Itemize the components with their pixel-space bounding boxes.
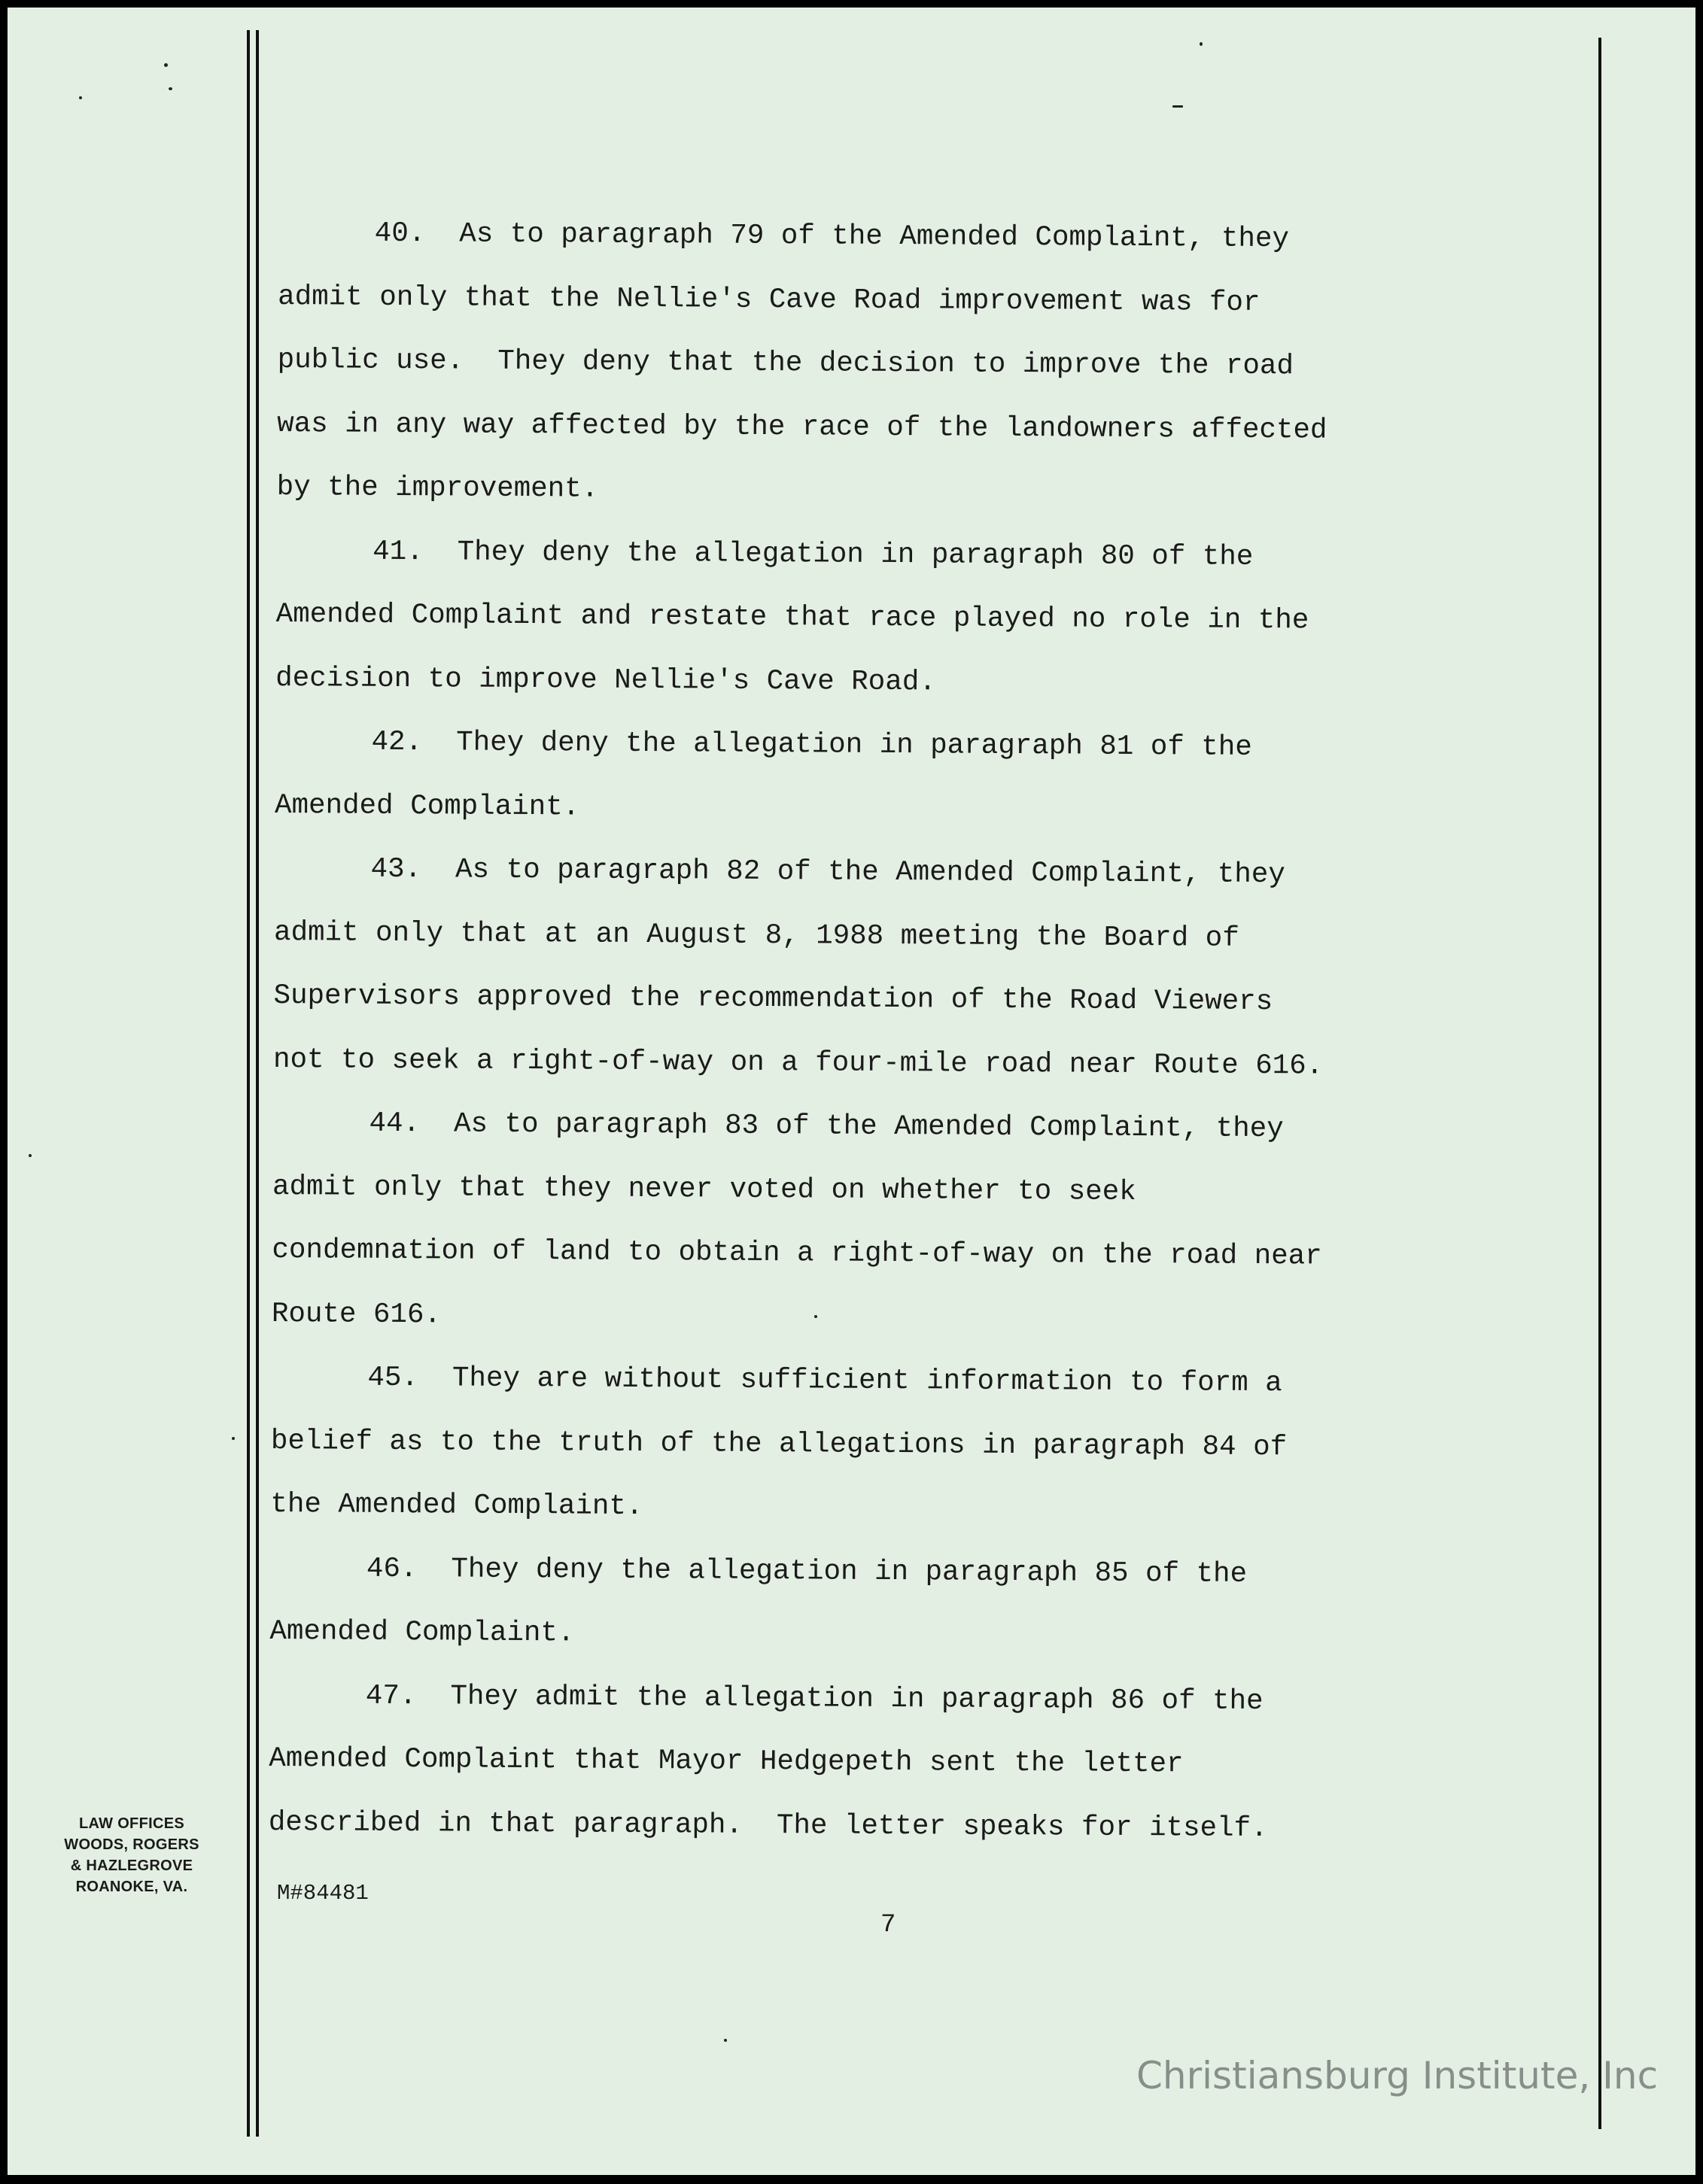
numbered-paragraph xyxy=(276,202,1528,527)
paragraph-first-line xyxy=(275,710,1524,782)
paragraph-number: 43. xyxy=(370,853,422,886)
paragraph-line-text: admit only that the Nellie's Cave Road improvement was for xyxy=(278,281,1261,319)
paragraph-number: 41. xyxy=(373,536,424,568)
paragraph-first-line xyxy=(276,519,1525,591)
paragraph-number: 40. xyxy=(374,217,426,251)
paragraph-first-line xyxy=(271,1346,1520,1417)
paragraph-first-line xyxy=(272,1092,1522,1163)
scan-speck xyxy=(79,96,82,99)
paragraph-line-text: the Amended Complaint. xyxy=(270,1488,643,1523)
paragraph-number: 45. xyxy=(367,1362,419,1395)
paragraph-line-text: public use. They deny that the decision to improve the road xyxy=(277,344,1294,383)
paragraph-line-text: Amended Complaint that Mayor Hedgepeth sent the letter xyxy=(269,1742,1184,1781)
numbered-paragraph xyxy=(270,1346,1521,1545)
right-margin-rule xyxy=(1598,38,1601,2129)
paragraph-line-text: by the improvement. xyxy=(276,471,599,506)
scan-speck xyxy=(169,87,172,90)
numbered-paragraph xyxy=(272,1092,1522,1353)
paragraph-line-text: Route 616. xyxy=(271,1298,442,1331)
page-number: 7 xyxy=(880,1911,896,1939)
paragraph-line-text: They deny the allegation in paragraph 81 of the xyxy=(456,727,1252,764)
numbered-paragraph xyxy=(269,1536,1519,1671)
paragraph-line-text: admit only that at an August 8, 1988 meeting the Board of xyxy=(273,916,1239,955)
letterhead-line: & HAZLEGROVE xyxy=(70,1857,193,1874)
paragraph-first-line xyxy=(278,202,1527,273)
left-margin-rule xyxy=(247,30,250,2137)
paragraph-number: 44. xyxy=(369,1107,421,1141)
letterhead-line: ROANOKE, VA. xyxy=(75,1879,188,1895)
scan-speck xyxy=(724,2039,727,2042)
paragraph-line-text: described in that paragraph. The letter speaks for itself. xyxy=(268,1806,1268,1845)
numbered-paragraph xyxy=(269,1663,1519,1862)
numbered-paragraph xyxy=(275,519,1526,718)
paragraph-number: 47. xyxy=(365,1680,417,1712)
document-page xyxy=(8,8,1695,2175)
paragraph-line-text: Amended Complaint. xyxy=(269,1615,575,1650)
paragraph-line-text: Amended Complaint. xyxy=(274,789,580,823)
archive-watermark: Christiansburg Institute, Inc xyxy=(1136,2054,1659,2097)
paragraph-line-text: Amended Complaint and restate that race played no role in the xyxy=(275,598,1309,637)
document-code: M#84481 xyxy=(277,1881,369,1906)
paragraph-line-text: As to paragraph 82 of the Amended Complaint, they xyxy=(455,854,1285,892)
paragraph-line-text: was in any way affected by the race of the landowners affected xyxy=(277,408,1327,447)
paragraph-line-text: condemnation of land to obtain a right-of-way on the road near xyxy=(272,1234,1322,1273)
paragraph-first-line xyxy=(269,1663,1519,1735)
paragraph-number: 46. xyxy=(366,1553,418,1585)
paragraph-line-text: As to paragraph 83 of the Amended Complaint, they xyxy=(453,1108,1284,1146)
paragraph-line-text: decision to improve Nellie's Cave Road. xyxy=(275,662,936,698)
paragraph-first-line xyxy=(270,1536,1519,1608)
left-margin-rule-inner xyxy=(256,30,259,2137)
scan-speck xyxy=(29,1154,32,1157)
paragraph-first-line xyxy=(274,837,1523,909)
paragraph-line-text: They deny the allegation in paragraph 80 of the xyxy=(457,536,1254,573)
scan-speck xyxy=(1172,105,1183,108)
paragraph-line-text: admit only that they never voted on whether to seek xyxy=(272,1171,1136,1208)
letterhead-line: LAW OFFICES xyxy=(79,1815,184,1832)
letterhead-line: WOODS, ROGERS xyxy=(64,1836,199,1853)
paragraph-number: 42. xyxy=(371,726,423,759)
numbered-paragraph xyxy=(273,837,1524,1099)
scan-speck xyxy=(164,63,168,67)
paragraph-line-text: belief as to the truth of the allegations in paragraph 84 of xyxy=(270,1425,1288,1463)
law-office-letterhead xyxy=(45,1813,218,1897)
paragraph-line-text: As to paragraph 79 of the Amended Complaint, they xyxy=(459,218,1290,256)
paragraph-line-text: Supervisors approved the recommendation of the Road Viewers xyxy=(273,980,1273,1019)
paragraph-line-text: They deny the allegation in paragraph 85 of the xyxy=(451,1553,1248,1590)
pleading-body xyxy=(269,202,1528,1862)
paragraph-line-text: They admit the allegation in paragraph 86 of the xyxy=(450,1680,1264,1718)
numbered-paragraph xyxy=(275,710,1525,845)
paragraph-line-text: They are without sufficient information to form a xyxy=(452,1362,1282,1400)
scan-speck xyxy=(232,1437,235,1440)
paragraph-line-text: not to seek a right-of-way on a four-mile road near Route 616. xyxy=(272,1043,1324,1083)
scan-speck xyxy=(1200,42,1203,46)
